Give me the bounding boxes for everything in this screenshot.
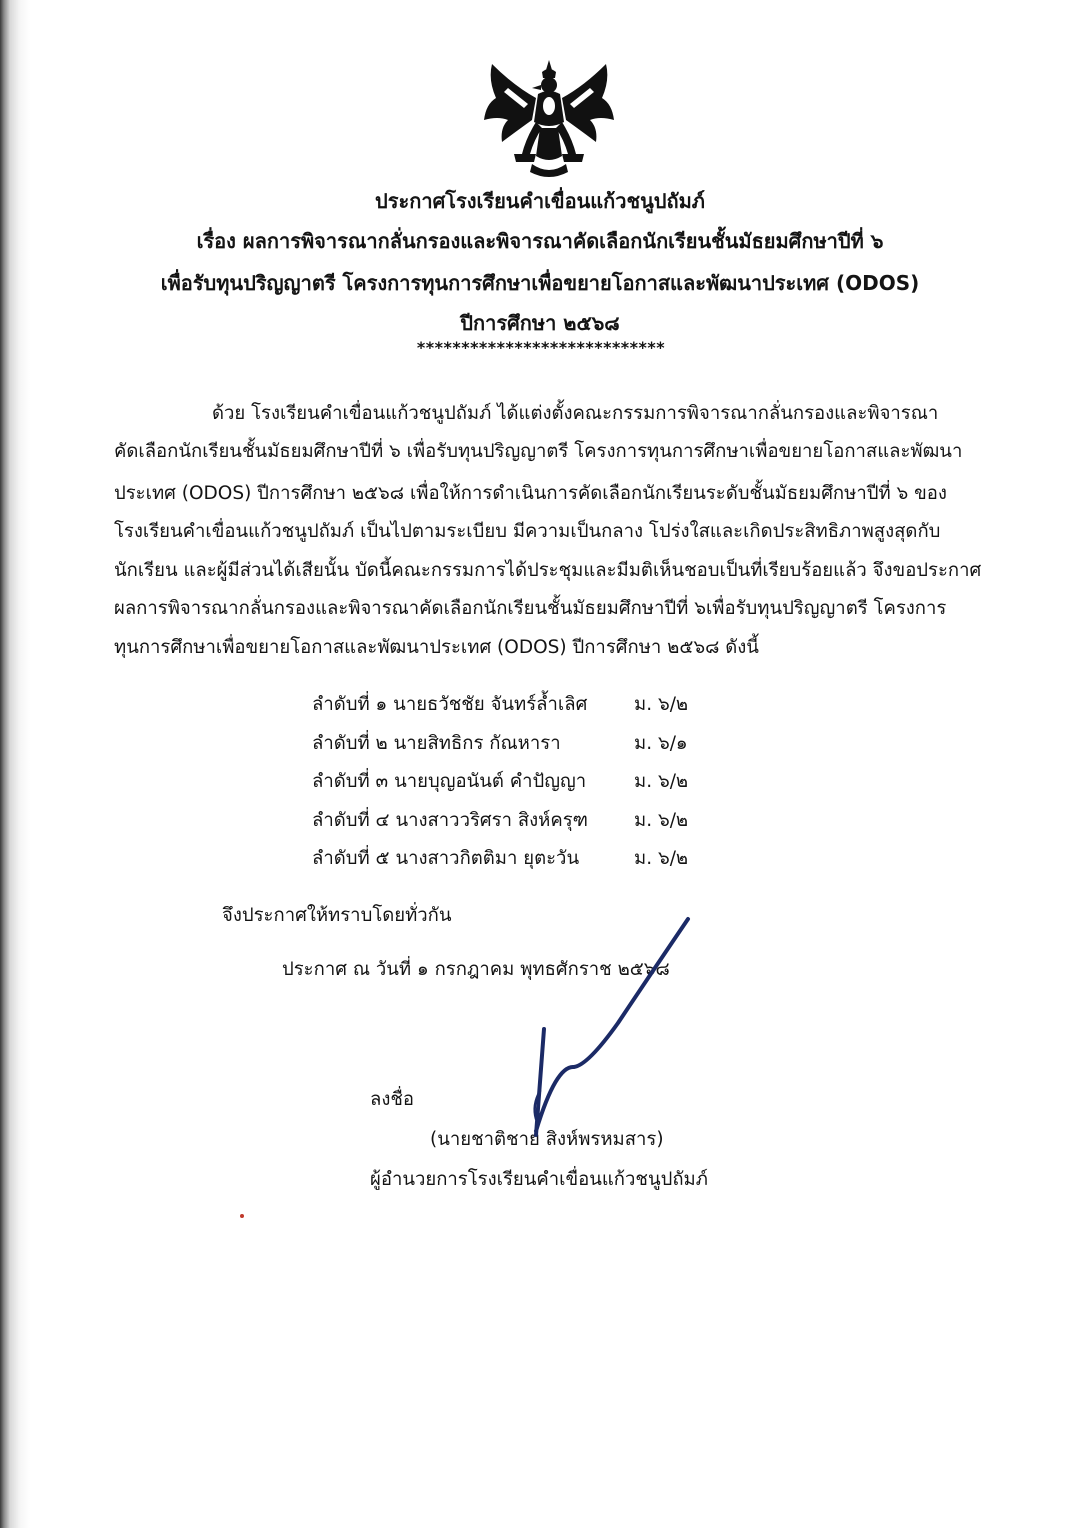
body-paragraph-line: ทุนการศึกษาเพื่อขยายโอกาสและพัฒนาประเทศ (ODOS) ปีการศึกษา ๒๕๖๘ ดังนี้ <box>114 637 759 658</box>
closing-announce: จึงประกาศให้ทราบโดยทั่วกัน <box>222 905 452 926</box>
body-paragraph-line: นักเรียน และผู้มีส่วนได้เสียนั้น บัดนี้คณะกรรมการได้ประชุมและมีมติเห็นชอบเป็นที่เรียบร้อยแล้ว จึงขอประกาศ <box>114 560 982 581</box>
signer-name: (นายชาติชาย สิงห์พรหมสาร) <box>430 1129 664 1150</box>
garuda-emblem-icon <box>478 58 620 180</box>
sign-label: ลงชื่อ <box>370 1089 415 1110</box>
ranking-name: ลำดับที่ ๔ นางสาววริศรา สิงห์ครุฑ <box>312 810 589 831</box>
body-paragraph-line: ผลการพิจารณากลั่นกรองและพิจารณาคัดเลือกนักเรียนชั้นมัธยมศึกษาปีที่ ๖เพื่อรับทุนปริญญาตรี โครงการ <box>114 598 947 619</box>
ranking-class: ม. ๖/๒ <box>634 694 689 715</box>
body-paragraph-line: คัดเลือกนักเรียนชั้นมัธยมศึกษาปีที่ ๖ เพื่อรับทุนปริญญาตรี โครงการทุนการศึกษาเพื่อขยายโอกาสและพัฒนา <box>114 441 963 462</box>
announcement-title: ประกาศโรงเรียนคำเขื่อนแก้วชนูปถัมภ์ <box>375 189 705 213</box>
separator-stars: **************************** <box>416 338 666 357</box>
announcement-subject: เรื่อง ผลการพิจารณากลั่นกรองและพิจารณาคัดเลือกนักเรียนชั้นมัธยมศึกษาปีที่ ๖ <box>196 229 884 253</box>
body-paragraph-line: ด้วย โรงเรียนคำเขื่อนแก้วชนูปถัมภ์ ได้แต่งตั้งคณะกรรมการพิจารณากลั่นกรองและพิจารณา <box>212 403 939 424</box>
ranking-name: ลำดับที่ ๕ นางสาวกิตติมา ยุตะวัน <box>312 848 580 869</box>
ranking-name: ลำดับที่ ๒ นายสิทธิกร กัณหารา <box>312 733 561 754</box>
ranking-class: ม. ๖/๒ <box>634 771 689 792</box>
ranking-class: ม. ๖/๑ <box>634 733 688 754</box>
ink-speck <box>240 1214 244 1218</box>
ranking-name: ลำดับที่ ๓ นายบุญอนันต์ คำปัญญา <box>312 771 587 792</box>
body-paragraph-line: ประเทศ (ODOS) ปีการศึกษา ๒๕๖๘ เพื่อให้การดำเนินการคัดเลือกนักเรียนระดับชั้นมัธยมศึกษาปีที่ ๖ ของ <box>114 483 947 504</box>
page-edge-shadow <box>0 0 30 1528</box>
academic-year: ปีการศึกษา ๒๕๖๘ <box>460 311 620 335</box>
signer-position: ผู้อำนวยการโรงเรียนคำเขื่อนแก้วชนูปถัมภ์ <box>370 1169 708 1190</box>
body-paragraph-line: โรงเรียนคำเขื่อนแก้วชนูปถัมภ์ เป็นไปตามระเบียบ มีความเป็นกลาง โปร่งใสและเกิดประสิทธิภาพสูงสุดกับ <box>114 521 941 542</box>
announcement-subject-continued: เพื่อรับทุนปริญญาตรี โครงการทุนการศึกษาเพื่อขยายโอกาสและพัฒนาประเทศ (ODOS) <box>160 271 920 295</box>
ranking-class: ม. ๖/๒ <box>634 848 689 869</box>
announcement-date: ประกาศ ณ วันที่ ๑ กรกฎาคม พุทธศักราช ๒๕๖๘ <box>282 959 670 980</box>
ranking-name: ลำดับที่ ๑ นายธวัชชัย จันทร์ล้ำเลิศ <box>312 694 588 715</box>
ranking-class: ม. ๖/๒ <box>634 810 689 831</box>
handwritten-signature <box>500 905 700 1145</box>
